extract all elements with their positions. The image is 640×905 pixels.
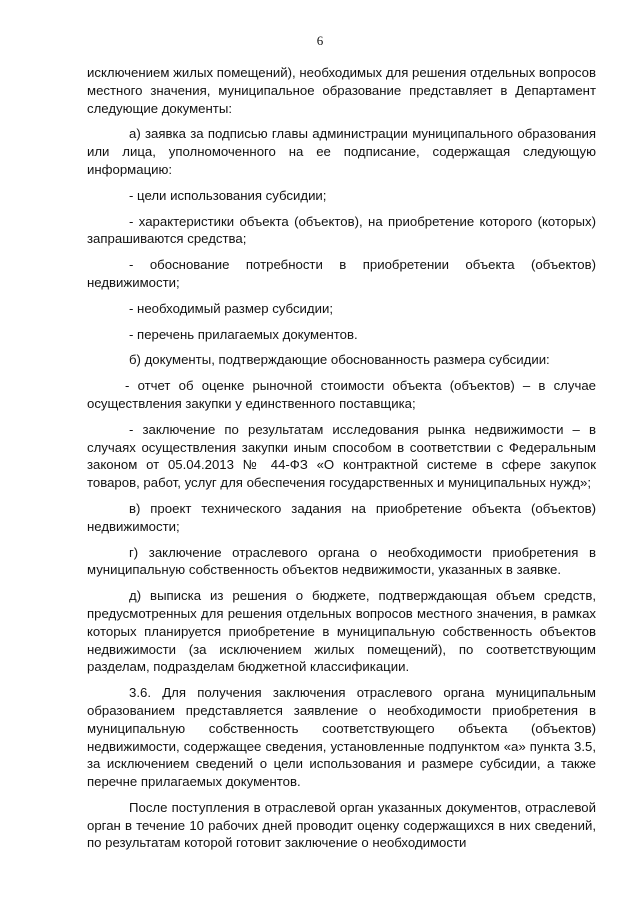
paragraph-item-v: в) проект технического задания на приобретение объекта (объектов) недвижимости; bbox=[87, 500, 596, 534]
bullet-justification: - обоснование потребности в приобретении объекта (объектов) недвижимости; bbox=[87, 257, 596, 290]
document-body bbox=[87, 64, 596, 860]
bullet-characteristics: - характеристики объекта (объектов), на приобретение которого (которых) запрашиваются средства; bbox=[87, 213, 596, 247]
page-number: 6 bbox=[316, 33, 324, 48]
paragraph-item-b: б) документы, подтверждающие обоснованность размера субсидии: bbox=[129, 352, 550, 368]
bullet-amount: - необходимый размер субсидии; bbox=[129, 300, 334, 316]
bullet-valuation-report: - отчет об оценке рыночной стоимости объекта (объектов) – в случае осуществления закупки у единственного поставщика; bbox=[87, 378, 596, 411]
paragraph-3-6: 3.6. Для получения заключения отраслевого органа муниципальным образованием представляется заявление о необходимости приобретения в муниципальную собственность соответствующего объекта (объектов) недвижимости, содержащее сведения, установленные подпунктом «а» пункта 3.5, за исключением сведений о цели использования и размере субсидии, а также перечне прилагаемых документов. bbox=[87, 685, 596, 790]
bullet-attachments: - перечень прилагаемых документов. bbox=[129, 326, 358, 342]
bullet-market-study: - заключение по результатам исследования рынка недвижимости – в случаях осуществления закупки иным способом в соответствии с Федеральным законом от 05.04.2013 № 44-ФЗ «О контрактной системе в сфере закупок товаров, работ, услуг для обеспечения государственных и муниципальных нужд»; bbox=[87, 421, 596, 491]
paragraph-item-a: а) заявка за подписью главы администрации муниципального образования или лица, уполномоченного на ее подписание, содержащая следующую информацию: bbox=[87, 126, 596, 177]
bullet-purpose: - цели использования субсидии; bbox=[129, 187, 327, 203]
paragraph-intro: исключением жилых помещений), необходимых для решения отдельных вопросов местного значения, муниципальное образование представляет в Департамент следующие документы: bbox=[87, 65, 596, 116]
paragraph-item-d: д) выписка из решения о бюджете, подтверждающая объем средств, предусмотренных для решения отдельных вопросов местного значения, в рамках которых планируется приобретение в муниципальную собственность объектов недвижимости (за исключением жилых помещений), по соответствующим разделам, подразделам бюджетной классификации. bbox=[87, 588, 596, 675]
paragraph-item-g: г) заключение отраслевого органа о необходимости приобретения в муниципальную собственность объектов недвижимости, указанных в заявке. bbox=[87, 544, 596, 578]
paragraph-after-receipt: После поступления в отраслевой орган указанных документов, отраслевой орган в течение 10 рабочих дней проводит оценку содержащихся в них сведений, по результатам которой готовит заключение о необходимости bbox=[87, 799, 596, 851]
